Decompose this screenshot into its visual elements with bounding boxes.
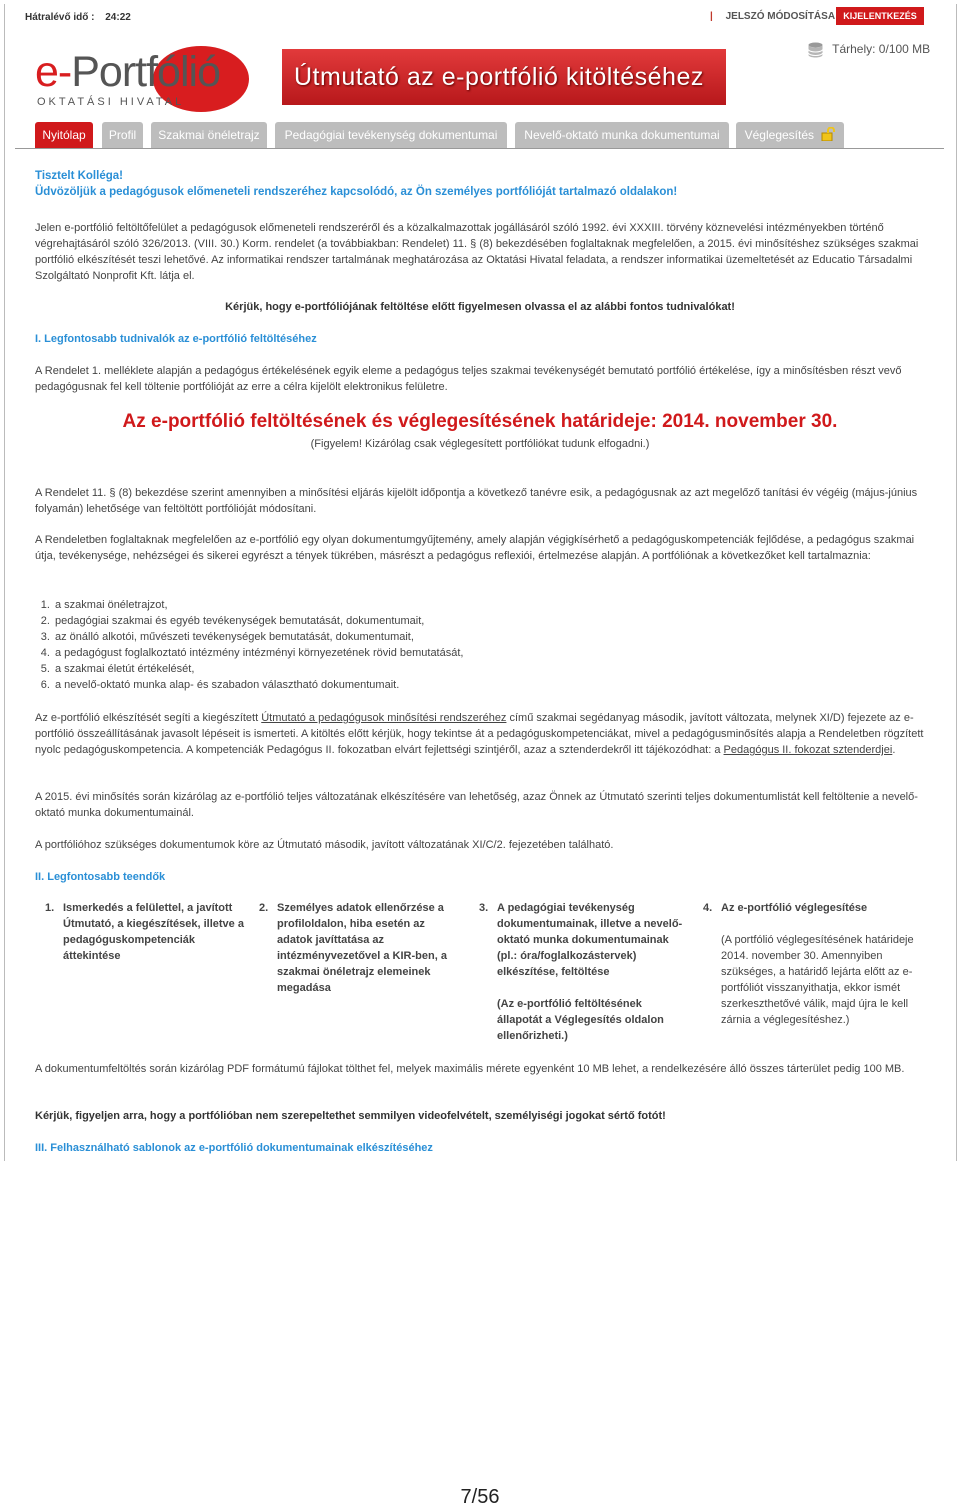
step-text (721, 900, 925, 1028)
paragraph-3: A Rendeletben foglaltaknak megfelelően az e-portfólió egy olyan dokumentumgyűjtemény, amely alapján végigkísérhető a pedagóguskompetenciák fejlődése, a pedagógus szakmai útja, tevékenysége, nehézségei és sikerei egyrészt a tények tükrében, másrészt a pedagógus reflexiói, értelmezése alapján. A portfóliónak a következőket kell tartalmaznia: (35, 534, 915, 562)
tab-profil[interactable]: Profil (102, 122, 143, 148)
remaining-time (25, 12, 131, 23)
list-item: 4. a pedagógust foglalkoztató intézmény intézményi környezetének rövid bemutatását, (53, 645, 943, 661)
logo-wordmark (35, 48, 220, 97)
paragraph-5: A 2015. évi minősítés során kizárólag az e-portfólió teljes változatának elkészítésére van lehetőség, azaz Önnek az Útmutató szerinti teljes dokumentumlistát kell feltöltenie a nevelő-oktató munka dokumentumainál. (35, 791, 918, 819)
step-number: 3. (479, 902, 489, 914)
step-number: 2. (259, 902, 269, 914)
deadline-note: (Figyelem! Kizárólag csak véglegesített portfóliókat tudunk elfogadni.) (310, 438, 650, 450)
nav-divider (15, 148, 944, 149)
step-number: 1. (45, 902, 55, 914)
password-change-label: JELSZÓ MÓDOSÍTÁSA (725, 11, 836, 22)
paragraph-4-text-a: Az e-portfólió elkészítését segíti a kiegészített (35, 712, 262, 724)
paragraph-6: A portfólióhoz szükséges dokumentumok köre az Útmutató második, javított változatának XI/C/2. fejezetében található. (35, 839, 614, 851)
tab-szakmai-oneletrajz[interactable]: Szakmai önéletrajz (151, 122, 267, 148)
database-icon (808, 42, 823, 58)
list-item: 5. a szakmai életút értékelését, (53, 661, 943, 677)
step-4-note: (A portfólió véglegesítésének határideje 2014. november 30. Amennyiben szükséges, a határidő lejárta előtt az e-portfóliót visszanyithatja, ekkor ismét szerkeszthetővé válik, majd újra le kell zárnia a véglegesítéshez.) (721, 934, 914, 1026)
step-text (497, 900, 689, 1044)
logo-prefix: e- (35, 48, 72, 96)
logo[interactable] (35, 46, 250, 114)
logo-subtitle: OKTATÁSI HIVATAL (37, 96, 185, 108)
step-text: Ismerkedés a felülettel, a javított Útmutató, a kiegészítések, illetve a pedagóguskompetenciák áttekintése (63, 902, 244, 962)
step-4-main: Az e-portfólió véglegesítése (721, 902, 868, 914)
sztenderdek-link[interactable]: Pedagógus II. fokozat sztenderdjei (723, 744, 893, 756)
greeting: Tisztelt Kolléga! (35, 170, 123, 182)
tab-nyitolap[interactable]: Nyitólap (35, 122, 93, 148)
steps-row (35, 900, 925, 1040)
remaining-time-value: 24:22 (105, 12, 131, 23)
section-3-heading[interactable]: III. Felhasználható sablonok az e-portfólió dokumentumainak elkészítéséhez (35, 1142, 433, 1154)
utmutato-link[interactable]: Útmutató a pedagógusok minősítési rendszeréhez (261, 712, 507, 724)
page-banner: Útmutató az e-portfólió kitöltéséhez (282, 49, 726, 105)
top-bar (5, 4, 956, 28)
step-3-main: A pedagógiai tevékenység dokumentumainak, illetve a nevelő-oktató munka dokumentumainak (pl.: óra/foglalkozástervek) elkészítése, feltöltése (497, 902, 683, 978)
step-number: 4. (703, 902, 713, 914)
paragraph-2: A Rendelet 11. § (8) bekezdése szerint amennyiben a minősítési eljárás kijelölt időpontja a következő tanévre esik, a pedagógusnak az azt megelőző tanítási év végéig (május-június folyamán) lehetősége van feltöltött portfólióját módosítani. (35, 487, 918, 515)
paragraph-4-text-b: című szakmai segédanyag második, javított változata, melynek XI/D) fejezete az e-portfólió összeállításának javasolt lépéseit is ismerteti. A kitöltés előtt kérjük, hogy tekintse át a pedagóguskompetenciákat, mivel a pedagógusminősítés alapja a Rendeletben rögzített nyolc pedagóguskompetencia. A kompetenciák Pedagógus II. fokozatban elvárt fejlettségi szintjéről, azaz a sztenderdekről itt tájékozódhat: a (35, 712, 924, 756)
deadline-heading: Az e-portfólió feltöltésének és véglegesítésének határideje: 2014. november 30. (122, 411, 838, 432)
tab-veglegesites[interactable] (736, 122, 844, 148)
list-item: 2. pedagógiai szakmai és egyéb tevékenységek bemutatását, dokumentumait, (53, 613, 943, 629)
storage-indicator (808, 42, 930, 58)
logout-button[interactable]: KIJELENTKEZÉS (836, 7, 924, 25)
list-item: 3. az önálló alkotói, művészeti tevékenységek bemutatását, dokumentumait, (53, 629, 943, 645)
tab-pedagogiai-dokumentumok[interactable]: Pedagógiai tevékenység dokumentumai (275, 122, 507, 148)
paragraph-7: A dokumentumfeltöltés során kizárólag PDF formátumú fájlokat tölthet fel, melyek maximális mérete egyenként 10 MB lehet, a rendelkezésére álló összes tárterület pedig 100 MB. (35, 1063, 905, 1075)
welcome-text: Üdvözöljük a pedagógusok előmeneteli rendszeréhez kapcsolódó, az Ön személyes portfólióját tartalmazó oldalakon! (35, 186, 678, 198)
step-3-note: (Az e-portfólió feltöltésének állapotát a Véglegesítés oldalon ellenőrizheti.) (497, 998, 664, 1042)
paragraph-4-text-c: . (892, 744, 896, 756)
tab-nevelo-oktato-dokumentumok[interactable]: Nevelő-oktató munka dokumentumai (515, 122, 729, 148)
please-read-notice: Kérjük, hogy e-portfóliójának feltöltése előtt figyelmesen olvassa el az alábbi fontos tudnivalókat! (225, 301, 735, 313)
list-item: 1. a szakmai önéletrajzot, (53, 597, 943, 613)
screenshot-frame (4, 4, 957, 1161)
remaining-time-label: Hátralévő idő : (25, 12, 95, 23)
portfolio-contents-list (35, 597, 943, 693)
section-2-heading: II. Legfontosabb teendők (35, 871, 166, 883)
step-text: Személyes adatok ellenőrzése a profiloldalon, hiba esetén az adatok javíttatása az intézményvezetővel a KIR-ben, a szakmai önéletrajz elemeinek megadása (277, 902, 447, 994)
password-change-link[interactable] (710, 11, 835, 22)
tab-veglegesites-label: Véglegesítés (744, 128, 815, 142)
unlock-icon (821, 127, 835, 141)
section-1-heading: I. Legfontosabb tudnivalók az e-portfólió feltöltéséhez (35, 333, 317, 345)
paragraph-1: A Rendelet 1. melléklete alapján a pedagógus értékelésének egyik eleme a pedagógus teljes szakmai tevékenységét bemutató portfólió értékelése, így a minősítésben részt vevő pedagógusnak fel kell töltenie portfólióját az erre a célra kijelölt elektronikus felületre. (35, 365, 902, 393)
separator: | (710, 11, 713, 22)
page-number: 7/56 (460, 1486, 500, 1508)
intro-paragraph: Jelen e-portfólió feltöltőfelület a pedagógusok előmeneteli rendszeréről és a közalkalmazottak jogállásáról szóló 1992. évi XXXIII. törvény köznevelési intézményekben történő végrehajtásáról szóló 326/2013. (VIII. 30.) Korm. rendelet (a továbbiakban: Rendelet) 11. § (8) bekezdésében foglaltaknak megfelelően, a 2015. évi minősítéshez szükséges szakmai portfólió elkészítését teszi lehetővé. Az informatikai rendszer tartalmának meghatározása az Oktatási Hivatal feladata, a rendszer informatikai üzemeltetését az Educatio Társadalmi Szolgáltató Nonprofit Kft. látja el. (35, 222, 919, 282)
paragraph-8: Kérjük, figyeljen arra, hogy a portfólióban nem szerepeltethet semmilyen videofelvételt, személyiségi jogokat sértő fotót! (35, 1110, 666, 1122)
list-item: 6. a nevelő-oktató munka alap- és szabadon választható dokumentumait. (53, 677, 943, 693)
logo-word: Portfólió (71, 48, 220, 96)
paragraph-4 (35, 710, 925, 758)
storage-label: Tárhely: 0/100 MB (832, 42, 931, 57)
